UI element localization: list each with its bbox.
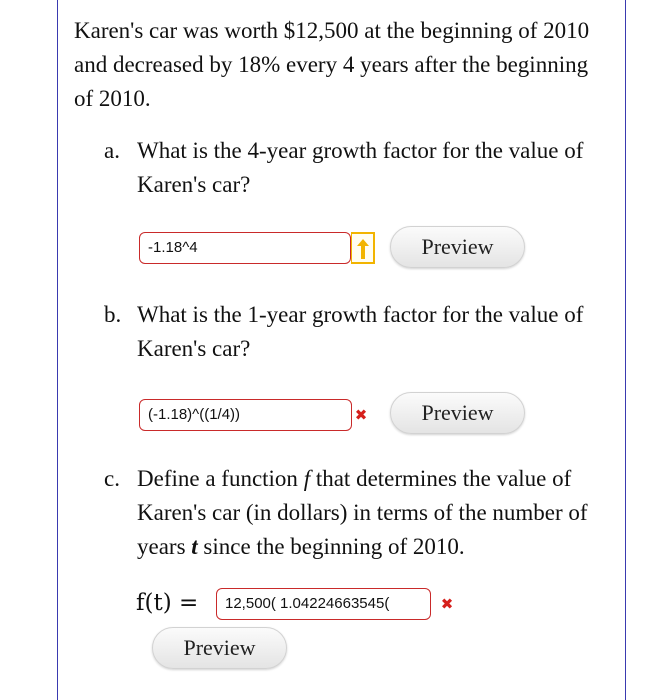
part-a-question: What is the 4-year growth factor for the value of Karen's car? [137,138,584,197]
part-c-letter: c. [104,466,120,491]
x-mark-icon: ✖ [354,406,368,424]
problem-intro: Karen's car was worth $12,500 at the beginning of 2010 and decreased by 18% every 4 years after the beginning of 2010. [74,18,590,111]
part-b-question: What is the 1-year growth factor for the value of Karen's car? [137,302,584,361]
function-label: f(t) = [136,590,199,616]
part-c-question-part3: since the beginning of 2010. [197,534,465,559]
part-c-question-part2: that determines the value of Karen's car (in dollars) in terms of the number of years [137,466,588,559]
x-mark-icon: ✖ [440,595,454,613]
part-c-answer-input[interactable]: 12,500( 1.04224663545( [216,588,431,620]
part-c-question-part1: Define a function [137,466,304,491]
part-b-preview-button[interactable]: Preview [390,392,525,434]
part-c-var-name: t [191,534,198,559]
up-arrow-icon [351,232,375,264]
part-a-letter: a. [104,138,120,163]
part-c-preview-button[interactable]: Preview [152,627,287,669]
part-a-preview-button[interactable]: Preview [390,226,525,268]
part-c-question [137,462,617,564]
part-a-answer-input[interactable]: -1.18^4 [139,232,351,264]
part-b-answer-input[interactable]: (-1.18)^((1/4)) [139,399,352,431]
part-c-func-name: f [303,466,311,491]
part-b-letter: b. [104,302,122,327]
